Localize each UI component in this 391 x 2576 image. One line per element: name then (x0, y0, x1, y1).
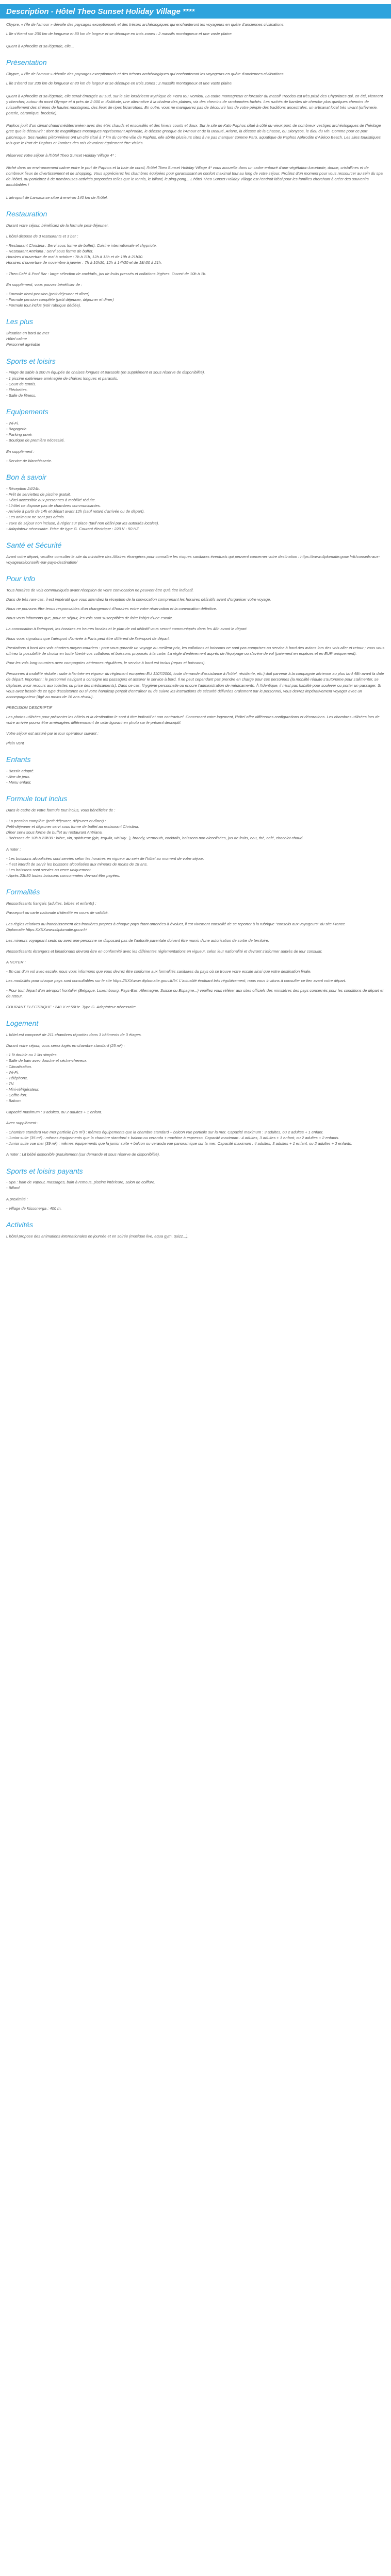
info-paragraph: Nous ne pouvons être tenus responsables d'un changement d'horaires entre votre réservation et la convocation définitive. (6, 606, 217, 612)
list-item: - Wi-Fi. (6, 420, 19, 426)
list-item: Hôtel calme (6, 336, 27, 342)
info-paragraph: Nous vous signalons que l'aéroport d'arrivée à Paris peut être différent de l'aéroport de départ. (6, 636, 170, 641)
list-item: - Fléchettes. (6, 387, 28, 392)
list-item: - Restaurant Antriana : Servi sous forme de buffet. (6, 249, 93, 254)
presentation-paragraph: Chypre, « l'île de l'amour » dévoile des paysages exceptionnels et des trésors archéologiques qui enchanteront les voyageurs en quête d'anciennes civilisations. (6, 72, 285, 77)
presentation-paragraph: L'île s'étend sur 230 km de longueur et 80 km de largeur et se découpe en trois zones : 2 massifs montagneux et une vaste plaine. (6, 81, 233, 86)
section-heading: Présentation (6, 58, 47, 67)
tout-inclus-section (6, 794, 385, 878)
list-item: - Formule pension complète (petit déjeuner, déjeuner et dîner) (6, 297, 114, 302)
list-item: - Village de Kissonerga : 400 m. (6, 1206, 62, 1211)
presentation-paragraph: Paphos jouit d'un climat chaud méditerranéen avec des étés chauds et ensoleillés et des hivers courts et doux. Sur le site de Kato Paphos situé à côté du vieux port, de nombreux vestiges archéologiques de l'héritage grec que le découvrir : dont de magnifiques mosaïques représentant Aphrodite, le déesse grecque de l'Amour et de la Beauté, Ariane, la déesse de la Chasse, ou Dionysos, le dieu du Vin. Comme pour ce port pittoresque. Ses ruelles piétonnières ont un cité situé à 7 km du centre ville de Paphos, elle abrite plusieurs sites à ne pas manquer comme Paro, aquatique de Paphos Aphrodite d'Alkkoo Beach. Les sites touristiques tels que le Port de Paphos et Tombes des rois devraient également être visités. (6, 123, 381, 145)
info-paragraph: PRECISION DESCRIPTIF (6, 705, 53, 710)
section-heading: Activités (6, 1220, 34, 1229)
logement-paragraph: Avec supplément : (6, 1120, 39, 1125)
info-paragraph: Tous horaires de vols communiqués avant réception de votre convocation ne peuvent être qu'à titre indicatif. (6, 587, 194, 592)
section-heading: Les plus (6, 317, 34, 326)
list-item: - Service de blanchisserie. (6, 458, 53, 463)
section-heading: Santé et Sécurité (6, 540, 62, 549)
presentation-paragraph: Quant à Aphrodite et sa légende, elle serait émergée au sud, sur le site lorsérieent Mythique de Petra tou Romiou. La cadre montagneux et forestier du massif Troodos est très prisé des Chypriotes qui, en été, viennent y chercher, autour du mont Olympe et à près de 2 000 m d'altitude, une alternative à la chaleur des plaines, via des chemins de randonnées fuchés. Les ruchés de barriles de cherche plus quelques chemins de ruissellement des sirènes de hautes montagnes, des lieux de ripes bizarroïdes. En outre, vous ne manquerez pas de découvrir lors de votre périple des traditions ancestrales, un artisanat local très vivant (orfèvrerie, poterie, céramique, broderie). (6, 93, 383, 116)
list-item: - Téléphone. (6, 1075, 28, 1080)
proximity-list (6, 1206, 385, 1211)
list-item: - Il est interdit de servir les boissons alcoolisées aux mineurs de moins de 18 ans. (6, 861, 148, 867)
list-item: - 1 piscine extérieure aménagée de chaises longues et parasols. (6, 376, 118, 381)
savoir-list (6, 486, 385, 532)
list-item: - Prêt de serviettes de piscine gratuit. (6, 492, 71, 497)
presentation-paragraph: Niché dans un environnement calme entre le port de Paphos et la baie de corail, l'hôtel Theo Sunset Holiday Village 4* vous accueille dans un cadre entouré d'une végétation luxuriante, douce, cristallines et de nombreux lieux de divertissement et de shopping. Vous apprécierez les chambres équipées pour garantissant un confort maximal tout au long de votre séjour. Profitez d'un moment pour vous ressourcer au sein du spa de l'hôtel, ou participez à de nombreuses activités proposées telles que le tennis, le billard, le ping-pong... L'hôtel Theo Sunset Holiday Village est l'endroit idéal pour les familles cherchant à créer des souvenirs inoubliables ! (6, 165, 383, 188)
sante-paragraph: Avant votre départ, veuillez consulter le site du ministère des Affaires étrangères pour connaître les risques sanitaires éventuels qui peuvent concerner votre destination : https://www.diplomatie.gouv.fr/fr/conseils-aux-voyageurs/conseils-par-pays-destination/ (6, 554, 380, 565)
formalites-section (6, 888, 385, 1010)
page (0, 4, 391, 1253)
logement-upgrade-list (6, 1129, 385, 1146)
list-item: - Salle de bain avec douche et sèche-cheveux. (6, 1058, 88, 1063)
section-heading: Enfants (6, 755, 31, 764)
restauration-section (6, 210, 385, 309)
list-item: Situation en bord de mer (6, 331, 50, 336)
description-paragraph: Chypre, « l'île de l'amour » dévoile des paysages exceptionnels et des trésors archéologiques qui enchanteront les voyageurs en quête d'anciennes civilisations. (6, 22, 285, 27)
tout-inclus-notes (6, 856, 385, 879)
page-title: Description - Hôtel Theo Sunset Holiday Village **** (0, 4, 391, 19)
list-item: Horaires d'ouverture de novembre à janvier : 7h à 10h30, 12h à 14h30 et de 18h30 à 21h. (6, 260, 162, 265)
info-paragraph: Votre séjour est assuré par le tour opérateur suivant : (6, 731, 99, 736)
info-paragraph: La convocation à l'aéroport, les horaires en heures locales et le plan de vol définitif vous seront communiqués dans les 48h avant le départ. (6, 626, 248, 632)
activites-section (6, 1221, 385, 1239)
list-item: - Taxe de séjour non incluse, à régler sur place (tarif non défini par les autorités locales). (6, 520, 159, 526)
list-item: - Arrivée à partir de 14h et départ avant 12h (sauf retard d'arrivée ou de départ). (6, 509, 145, 514)
formalites-paragraph: Les règles relatives au franchissement des frontières propres à chaque pays étant amenées à évoluer, il est vivement conseillé de se reporter à la rubrique "conseils aux voyageurs" du site France Diplomatie.https:XXXXwww.diplomatie.gouv.fr/ (6, 921, 345, 932)
list-item: - Mini-réfrigérateur. (6, 1087, 40, 1092)
info-paragraph: Personnes à mobilité réduite : suite à l'entrée en vigueur du règlement européen EU 1107/2006, toute demande d'assistance à l'hôtel, résidente, etc.) doit parvenir à la compagnie aérienne au plus tard 48h avant la date de départ. Important : le personnel navigant a consigne les passagers et assurer le service à bord. Il ne peut cependant pas prendre en charge pour ces personnes (la mobilité réduite s'autonome pour s'alimenter, se déplacer, avoir recours aux toilettes ou prise des médicaments). Dans ce cas, l'hygiène personnelle ou encore l'administration de médicaments. À l'identique, il n'est pas habilité pour soulever ou porter un passager. Si vous avez besoin de ce type d'assistance ou si votre handicap perçoit d'entraîner ou de suivre les instructions de sécurité délivrées oralement par le personnel, vous devrez impérativement voyager avec un accompagnateur (âgé au moins de 16 ans révolu). (6, 671, 384, 699)
list-item: - Billard. (6, 1185, 21, 1191)
formalites-paragraph: - En cas d'un vol avec escale, nous vous informons que vous devrez être conforme aux formalités sanitaires du pays où se trouve votre escale ainsi que votre destination finale. (6, 969, 312, 974)
restauration-paragraph: Durant votre séjour, bénéficiez de la formule petit-déjeuner. (6, 223, 109, 228)
restauration-paragraph: L'hôtel dispose de 3 restaurants et 3 bar : (6, 233, 78, 239)
list-item: Personnel agréable (6, 342, 40, 347)
list-item: - Les boissons alcoolisées sont servies selon les horaires en vigueur au sein de l'hôtel au moment de votre séjour. (6, 856, 204, 861)
presentation-section (6, 58, 385, 200)
enfants-section (6, 755, 385, 785)
section-heading: Equipements (6, 408, 48, 416)
description-paragraph: Quant à Aphrodite et sa légende, elle... (6, 44, 74, 49)
list-item: - L'hôtel ne dispose pas de chambres communicantes. (6, 503, 101, 509)
info-paragraph: Nous vous informons que, pour ce séjour, les vols sont susceptibles de faire l'objet d'une escale. (6, 616, 173, 621)
list-item: - Junior suite vue mer (39 m²) : mêmes équipements que la junior suite + balcon ou veranda vue panoramique sur la mer. Capacité maximum : 4 adultes, 3 adultes + 1 enfant, ou 2 adultes + 2 enfants. (6, 1141, 352, 1146)
activites-paragraph: L'hôtel propose des animations internationales en journée et en soirée (musique live, aqua gym, quizz...). (6, 1233, 189, 1239)
sports-section (6, 357, 385, 399)
sports-payants-section (6, 1167, 385, 1211)
tout-inclus-paragraph: A noter : (6, 846, 21, 852)
sports-list (6, 369, 385, 398)
formalites-paragraph: COURANT ELECTRIQUE : 240 V et 50Hz. Type G. Adaptateur nécessaire. (6, 1004, 137, 1009)
list-item: - Formule tout inclus (voir rubrique dédiée). (6, 303, 82, 308)
tour-operator-name: Plein Vent (6, 740, 24, 745)
info-paragraph: Pour les vols long-courriers avec compagnies aériennes régulières, le service à bord est inclus (repas et boissons). (6, 660, 206, 666)
section-heading: Pour info (6, 574, 36, 583)
formalites-paragraph: Les modalités pour chaque pays sont consultables sur le site https://XXXwww.diplomatie.gouv.fr/fr/. L'actualité évoluant très régulièrement, nous vous invitons à consulter ce lien avant votre départ. (6, 978, 346, 984)
formalites-paragraph: Ressortissants étrangers et binationaux devront être en conformité avec les différentes réglementations en vigueur, selon leur nationalité et devront s'informer auprès de leur consulat. (6, 948, 323, 954)
formalites-paragraph: Les mineurs voyageant seuls ou avec une personne ne disposant pas de l'autorité parentale doivent être munis d'une autorisation de sortie de territoire. (6, 938, 269, 943)
equipements-list (6, 420, 385, 444)
description-paragraph: L'île s'étend sur 230 km de longueur et 80 km de largeur et se découpe en trois zones : 2 massifs montagneux et une vaste plaine. (6, 31, 233, 37)
list-item: - Court de tennis. (6, 381, 37, 386)
equipements-section (6, 408, 385, 464)
enfants-list (6, 768, 385, 785)
list-item: - La pension complète (petit déjeuner, déjeuner et dîner) : (6, 819, 106, 823)
equipements-paragraph: En supplément : (6, 449, 35, 454)
formula-list (6, 291, 385, 308)
section-heading: Sports et loisirs payants (6, 1166, 83, 1175)
savoir-section (6, 473, 385, 532)
list-item: Petit-déjeuner et déjeuner servi sous forme de buffet au restaurant Christina. (6, 824, 139, 829)
logement-paragraph: L'hôtel est composé de 211 chambres réparties dans 3 bâtiments de 3 étages. (6, 1032, 142, 1037)
logement-paragraph: Capacité maximum : 3 adultes, ou 2 adultes + 1 enfant. (6, 1109, 102, 1114)
presentation-paragraph: L'aéroport de Larnaca se situe à environ 140 km de l'hôtel. (6, 195, 108, 200)
list-item: - Restaurant Christina : Servi sous forme de buffet). Cuisine internationale et chypriote. (6, 243, 157, 248)
list-item: - Les animaux ne sont pas admis. (6, 515, 65, 520)
list-item: - Après 23h30 toutes boissons consommées devront être payées. (6, 873, 120, 878)
section-heading: Formule tout inclus (6, 794, 68, 803)
logement-paragraph: A noter : Lit bébé disponible gratuitement (sur demande et sous réserve de disponibilité). (6, 1152, 160, 1157)
info-paragraph: Les photos utilisées pour présenter les hôtels et la destination le sont à titre indicatif et non contractuel. Concernant votre logement, l'hôtel offre différentes configurations et décorations. Les chambres utilisées lors de votre arrivée pourra être aménagées différemment de celle figurant en photo sur le présent descriptif. (6, 715, 380, 725)
sante-section (6, 541, 385, 565)
sports-payants-paragraph: A proximité : (6, 1196, 28, 1201)
logement-equipment-list (6, 1052, 385, 1104)
list-item: - Boutique de première nécessité. (6, 438, 65, 443)
list-item: - Chambre standard vue mer partielle (25 m²) : mêmes équipements que la chambre standard + balcon vue partielle sur la mer. Capacité maximum : 3 adultes, ou 2 adultes + 1 enfant. (6, 1129, 324, 1134)
plus-section (6, 317, 385, 347)
restauration-paragraph: En supplément, vous pouvez bénéficier de : (6, 282, 83, 287)
list-item: - 1 lit double ou 2 lits simples. (6, 1053, 58, 1058)
section-heading: Sports et loisirs (6, 357, 56, 365)
presentation-paragraph: Réservez votre séjour à l'hôtel Theo Sunset Holiday Village 4* : (6, 152, 116, 158)
sports-payants-list (6, 1179, 385, 1191)
section-heading: Logement (6, 1019, 39, 1028)
list-item: - Boissons de 10h à 23h30 : bière, vin, spiritueux (gin, tequila, whisky...), brandy, vermouth, cocktails, boissons non alcoolisées, jus de fruits, eau, thé, café, chocolat chaud. (6, 836, 304, 841)
list-item: - Plage de sable à 200 m équipée de chaises longues et parasols (en supplément et sous réserve de disponibilité). (6, 370, 205, 375)
logement-paragraph: Durant votre séjour, vous serez logés en chambre standard (25 m²) : (6, 1043, 125, 1048)
equipements-paid-list (6, 458, 385, 464)
info-paragraph: Dans de très rare cas, il est impératif que vous attendiez la réception de la convocation comprenant les horaires définitifs avant d'organiser votre voyage. (6, 597, 271, 602)
formalites-paragraph: Passeport ou carte nationale d'identité en cours de validité. (6, 910, 109, 916)
list-item: - Salle de fitness. (6, 393, 37, 398)
restaurant-list (6, 243, 385, 266)
list-item: - Junior suite (35 m²) : mêmes équipements que la chambre standard + balcon ou veranda + machine à espresso. Capacité maximum : 4 adultes, 3 adultes + 1 enfant, ou 2 adultes + 2 enfants. (6, 1136, 339, 1141)
list-item: - Adaptateur nécessaire. Prise de type G. Courant électrique : 220 V - 50 HZ (6, 526, 139, 531)
formalites-paragraph: Ressortissants français (adultes, bébés et enfants) : (6, 901, 96, 906)
section-heading: Bon à savoir (6, 472, 46, 481)
list-item: - Formule demi-pension (petit déjeuner et dîner) (6, 291, 90, 296)
section-heading: Restauration (6, 209, 47, 218)
tout-inclus-list (6, 818, 385, 841)
list-item: Dîner servi sous forme de buffet au restaurant Antriana. (6, 830, 103, 835)
list-item: - Bagagerie. (6, 427, 28, 432)
list-item: - Bassin adapté. (6, 768, 35, 773)
list-item: - Les boissons sont servies au verre uniquement. (6, 868, 92, 873)
list-item: - Menu enfant. (6, 779, 31, 785)
plus-list (6, 330, 385, 347)
list-item: - Coffre-fort. (6, 1093, 27, 1098)
info-section (6, 574, 385, 746)
list-item: - Balcon. (6, 1098, 22, 1104)
formalites-paragraph: - Pour tout départ d'un aéroport frontalier (Belgique, Luxembourg, Pays-Bas, Allemagne, Suisse ou Espagne...) veuillez vous référer aux sites officiels des ministères des pays concernés pour les conditions de départ et de retour. (6, 988, 384, 998)
list-item: - Aire de jeux. (6, 774, 30, 779)
content (0, 19, 391, 1239)
logement-section (6, 1019, 385, 1157)
list-item: - Climatisation. (6, 1064, 32, 1069)
formalites-paragraph: A NOTER : (6, 960, 26, 965)
list-item: Horaires d'ouverture de mai à octobre : 7h à 11h, 12h à 13h et de 19h à 21h30. (6, 255, 144, 260)
list-item: - Parking privé. (6, 432, 33, 437)
list-item: - Spa : bain de vapeur, massages, bain à remous, piscine intérieure, salon de coiffure. (6, 1180, 156, 1185)
tout-inclus-paragraph: Dans le cadre de votre formule tout inclus, vous bénéficiez de : (6, 807, 116, 812)
list-item: - Wi-Fi. (6, 1070, 19, 1075)
section-heading: Formalités (6, 888, 40, 896)
info-paragraph: Prestations à bord des vols charters moyen-courriers : pour vous garantir un voyage au meilleur prix, les collations et boissons ne sont pas comprises au service à bord des avions lors des vols aller et retour ; vous vous offrirez la possibilité de choisir en toute liberté vos collations et boissons proposés à la carte. La règle d'enlèvement auprès de l'équipage ou s'avère de vol (paiement en espèces et en EUR uniquement). (6, 645, 385, 656)
list-item: - Hôtel accessible aux personnes à mobilité réduite. (6, 497, 96, 502)
description-section (6, 19, 385, 49)
list-item: - Réception 24/24h. (6, 486, 41, 491)
list-item: - TV. (6, 1081, 14, 1086)
restauration-paragraph: - Theo Café & Pool Bar : large sélection de cocktails, jus de fruits pressés et collations légères. Ouvert de 10h à 1h. (6, 271, 206, 276)
